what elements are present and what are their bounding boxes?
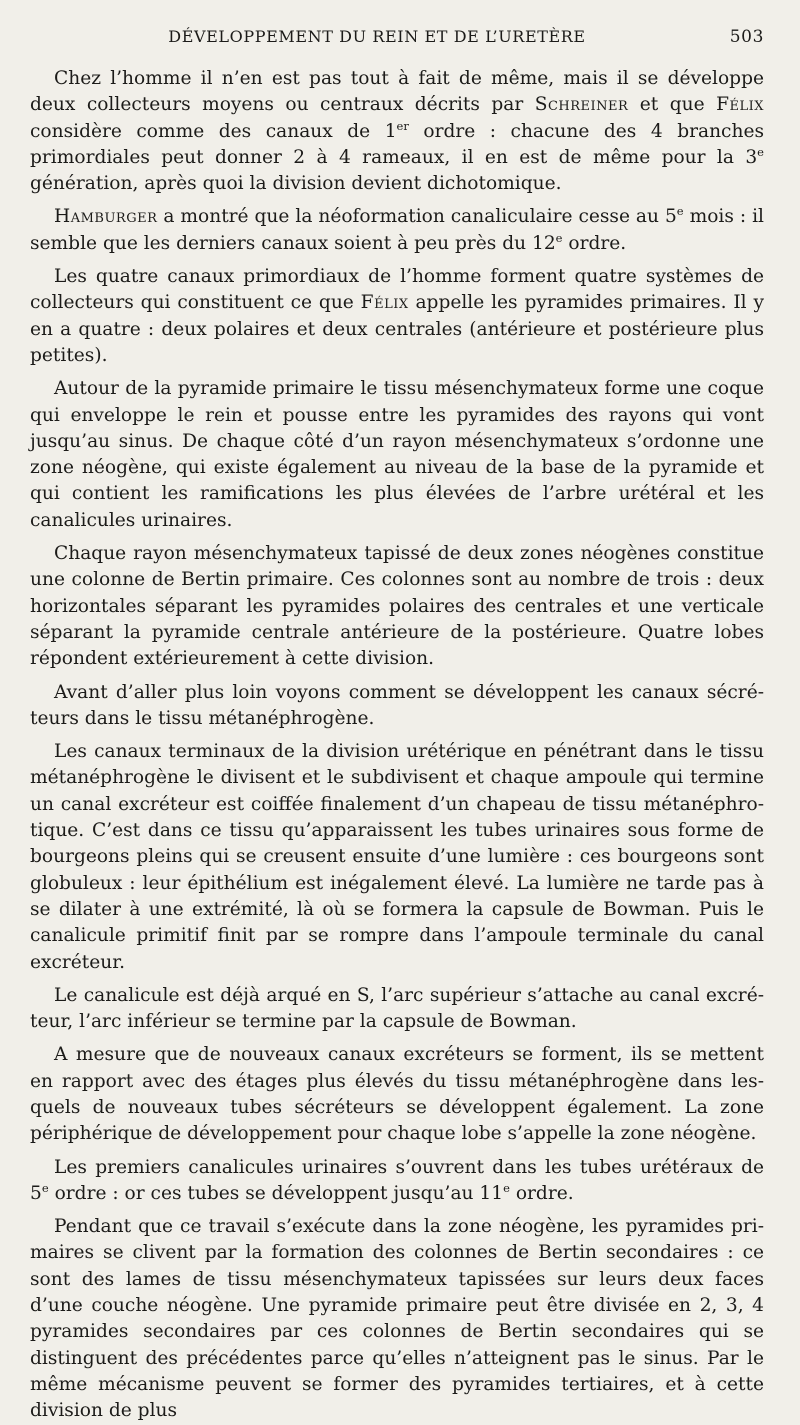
text-run: Autour de la pyramide primaire le tissu mésenchymateux forme une coque qui enveloppe le rein et pousse entre les pyramides des rayons qui vont jusqu’au sinus. De chaque côté d’un rayon mésenchymateux s’ordonne une zone néogène, qui existe également au niveau de la base de la pyramide et qui contient les ramifications les plus élevées de l’arbre urétéral et les canalicules urinaires.	[30, 378, 764, 531]
text-run: A mesure que de nouveaux canaux excréteurs se forment, ils se mettent en rapport avec des étages plus élevés du tissu métanéphrogène dans lesquels de nouveaux tubes sécréteurs se développent également. La zone périphérique de développement pour chaque lobe s’appelle la zone néogène.	[30, 1044, 764, 1145]
author-name: Hamburger	[54, 206, 158, 228]
author-name: Félix	[716, 94, 764, 116]
paragraph	[30, 739, 764, 976]
text-run: ordre : chacune des 4 branches primordiales peut donner 2 à 4 rameaux, il en est de même pour la 3	[30, 120, 764, 168]
paragraph	[30, 541, 764, 672]
page-number: 503	[729, 27, 764, 47]
body-text	[30, 66, 764, 1425]
text-run: Les quatre canaux primordiaux de l’homme forment quatre systèmes de collecteurs qui constituent ce que	[30, 266, 764, 314]
paragraph	[30, 983, 764, 1036]
text-run: Les canaux terminaux de la division urétérique en pénétrant dans le tissu métanéphrogène le divisent et le subdivisent et chaque ampoule qui termine un canal excréteur est coiffée finalement d’un chapeau de tissu métanéphrotique. C’est dans ce tissu qu’apparaissent les tubes urinaires sous forme de bourgeons pleins qui se creusent ensuite d’une lumière : ces bourgeons sont globuleux : leur épithélium est inégalement élevé. La lumière ne tarde pas à se dilater à une extrémité, là où se formera la capsule de Bowman. Puis le canalicule primitif finit par se rompre dans l’ampoule terminale du canal excréteur.	[30, 741, 764, 973]
author-name: Schreiner	[534, 94, 629, 116]
paragraph	[30, 376, 764, 534]
text-run: a montré que la néoformation canaliculaire cesse au 5	[157, 206, 677, 228]
text-run: appelle les pyramides primaires. Il y en a quatre : deux polaires et deux centrales (antérieure et postérieure plus petites).	[30, 292, 764, 366]
superscript: e	[503, 1180, 510, 1195]
paragraph	[30, 1155, 764, 1208]
text-run: génération, après quoi la division devient dichotomique.	[30, 173, 562, 195]
text-run: considère comme des canaux de 1	[30, 120, 397, 142]
superscript: e	[555, 230, 563, 245]
superscript: er	[396, 118, 409, 133]
text-run: et que	[628, 94, 717, 116]
superscript: e	[676, 204, 684, 219]
text-run: Avant d’aller plus loin voyons comment se développent les canaux sécréteurs dans le tissu métanéphrogène.	[30, 681, 764, 729]
superscript: e	[757, 144, 764, 159]
running-title: DÉVELOPPEMENT DU REIN ET DE L’URETÈRE	[168, 27, 586, 46]
paragraph	[30, 680, 764, 733]
paragraph	[30, 204, 764, 257]
text-run: ordre.	[509, 1182, 574, 1204]
text-run: ordre : or ces tubes se développent jusqu’au 11	[48, 1182, 504, 1204]
running-header	[30, 24, 764, 54]
paragraph	[30, 1042, 764, 1147]
author-name: Félix	[360, 292, 409, 314]
text-run: Les premiers canalicules urinaires s’ouvrent dans les tubes urétéraux de 5	[30, 1156, 764, 1204]
paragraph	[30, 1214, 764, 1424]
text-run: Chez l’homme il n’en est pas tout à fait de même, mais il se développe deux collecteurs moyens ou centraux décrits par	[30, 68, 764, 116]
text-run: Le canalicule est déjà arqué en S, l’arc supérieur s’attache au canal excréteur, l’arc inférieur se termine par la capsule de Bowman.	[30, 984, 764, 1033]
text-run: ordre.	[562, 232, 627, 254]
text-run: Pendant que ce travail s’exécute dans la zone néogène, les pyramides primaires se clivent par la formation des colonnes de Bertin secondaires : ce sont des lames de tissu mésenchymateux tapissées sur leurs deux faces d’une couche néogène. Une pyramide primaire peut être divisée en 2, 3, 4 pyramides secondaires par ces colonnes de Bertin secondaires qui se distinguent des précédentes parce qu’elles n’atteignent pas le sinus. Par le même mécanisme peuvent se former des pyramides tertiaires, et à cette division de plus	[30, 1216, 764, 1422]
paragraph	[30, 66, 764, 197]
text-run: mois : il semble que les derniers canaux soient à peu près du 12	[30, 206, 764, 254]
superscript: e	[41, 1180, 49, 1195]
paragraph	[30, 264, 764, 369]
text-run: Chaque rayon mésenchymateux tapissé de deux zones néogènes constitue une colonne de Bertin primaire. Ces colonnes sont au nombre de trois : deux horizontales séparant les pyramides polaires des centrales et une verticale séparant la pyramide centrale antérieure de la postérieure. Quatre lobes répondent extérieurement à cette division.	[30, 543, 764, 670]
